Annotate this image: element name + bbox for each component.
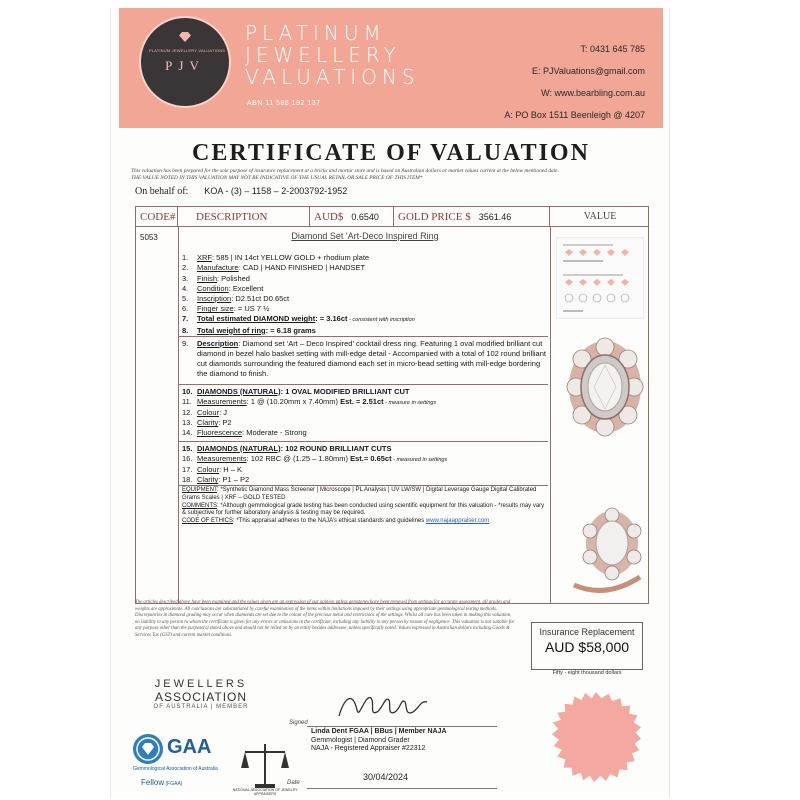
certificate-page: PLATINUM JEWELLERY VALUATIONS PJV PLATINUM JEWELLERY VALUATIONS ABN 11 588 192 137 T: 0431 645 785 E: PJValuations@gmail.com W: www.bearbling.com.au A: PO Box 1511 Beenleigh @ 4207 CERTIFICATE OF VALUATION This valuation has been prepared for the sole purpose of insurance replacement at a bricks and mortar store and is based on Australian dollars or market values current at the below mentioned date. THE VALUE NOTED IN THIS VALUATION MAY NOT BE INDICATIVE OF THE USUAL RETAIL OR SALE PRICE OF THIS ITEM* On behalf of: KOA - (3) – 1158 – 2-2003792-1952 CODE# DESCRIPTION AUD$ 0.6540 GOLD PRICE $ 3561.46 VALUE 5053 Diamond Set 'Art-Deco Inspired Ring 1. XRF: 585 | IN 14ct YELLOW GOLD + rhodium plate 2. Manufacture: CAD | HAND FINISHED | HANDSET 3. Finish: Polished 4. Condition: Excellent 5. Inscription: D2.51ct D0.65ct 6. Finger size: = US 7 ½ 7. Total estimated DIAMOND weight: = 3.16ct - consistent with inscription 8. Total weight of ring: = 6.18 grams 9. Description: Diamond set ‘Art – Deco Inspired’ cocktail dress ring. Featuring 1 oval modified brilliant cut diamond in bezel halo basket setting with mill-edge detail - Accompanied with a total of 102 round brilliant cut diamonds surrounding the featured diamond each set in micro-bead setting with mill-edge bordering the diamond to finish. 10. DIAMONDS (NATURAL): 1 OVAL MODIFIED BRILLIANT CUT 11. Measurements: 1 @ (10.20mm x 7.40mm) Est. = 2.51ct - measure in settings 12. Colour: J 13. Clarity: P2 14. Fluorescence: Moderate - Strong 15. DIAMONDS (NATURAL): 102 ROUND BRILLIANT CUTS 16. Measurements: 102 RBC @ (1.25 – 1.80mm) Est.= 0.65ct - measured in settings 17. Colour: H – K 18. Clarity: P1 – P2 EQUIPMENT: *Synthetic Diamond Mass Screener | Microscope | PL Analysis | UV LW/SW | Digital Leverage Gauge Digital Calibrated Grams Scales | XRF – GOLD TESTED COMMENTS: *Although gemmological grade testing has been conducted using scientific equipment for this valuation - *results may vary & subjective for further laboratory analysis & testing may be required. CODE OF ETHICS: *This appraisal adheres to the NAJA’s ethical standards and guidelines www.najaappraiser.com The articles described above have been examined and the values given are an expression of our opinion unless gemstones have been removed from settings for accurate assessment, all grades and weights are approximate. All conclusions are substantiated by careful examination of the items within limitations imposed by their settings using appropriate gemmological testing methods. Discrepancies in diamond grading may occur when diamonds are set due to the colour of the precious metal and restrictions of the settings. Whilst all care has been taken in making this valuation, no liability to any person to whom the certificate is given for any errors or omissions in the certificate, including any liability to any person by reason of negligence. This valuation is not suitable for any purpose other than the purpose(s) stated above and should not be relied on by an entity besides addressee, unless specifically noted. Values expressed in Australian dollars including Goods & Services Tax (GST) and current market conditions. Insurance Replacement AUD $58,000 Fifty - eight thousand dollars JEWELLERS ASSOCIATION OF AUSTRALIA | MEMBER GAA Gemmological Association of Australia Fellow (FGAA) NATIONAL ASSOCIATION OF JEWELRY APPRAISERS Signed Linda Dent FGAA | BBus | Member NAJA Gemmologist | Diamond Grader NAJA - Registered Appraiser #22312 Date 30/04/2024 bbox=[110, 8, 670, 798]
signature-image bbox=[331, 686, 441, 726]
client-reference: KOA - (3) – 1158 – 2-2003792-1952 bbox=[204, 186, 348, 196]
list-item: 6. Finger size: = US 7 ½ bbox=[182, 304, 270, 314]
item-name: Diamond Set 'Art-Deco Inspired Ring bbox=[291, 231, 439, 241]
replacement-value: AUD $58,000 bbox=[544, 639, 630, 655]
brand-name: PLATINUM JEWELLERY VALUATIONS bbox=[245, 21, 420, 89]
signature-line bbox=[307, 726, 497, 727]
list-item: 5. Inscription: D2.51ct D0.65ct bbox=[182, 294, 290, 304]
logo-monogram: PJV bbox=[165, 58, 205, 73]
certificate-seal bbox=[551, 692, 641, 782]
date-line bbox=[307, 788, 497, 789]
description-paragraph: 9. Description: Diamond set ‘Art – Deco Inspired’ cocktail dress ring. Featuring 1 oval modified brilliant cut diamond in bezel halo basket setting with mill-edge detail - Accompanied with a total of 102 round brilliant cut diamonds surrounding the featured diamond each set in micro-bead setting with mill-edge bordering the diamond to finish. bbox=[178, 336, 548, 380]
description-header: DESCRIPTION bbox=[178, 207, 310, 227]
jewellers-association-logo: JEWELLERS ASSOCIATION OF AUSTRALIA | MEMBER bbox=[153, 678, 249, 710]
diamond-icon bbox=[179, 32, 191, 42]
signed-label: Signed bbox=[289, 720, 308, 726]
column-divider bbox=[550, 227, 551, 603]
naja-logo-text: NATIONAL ASSOCIATION OF JEWELRY APPRAISERS bbox=[232, 788, 298, 796]
ring-side-view-image bbox=[566, 507, 644, 597]
valuation-table bbox=[135, 206, 649, 604]
contact-details bbox=[504, 38, 645, 126]
on-behalf-of: On behalf of: KOA - (3) – 1158 – 2-2003792-1952 bbox=[135, 186, 348, 197]
code-header: CODE# bbox=[136, 207, 178, 227]
pjv-logo bbox=[139, 16, 231, 108]
page-title: CERTIFICATE OF VALUATION bbox=[192, 140, 590, 166]
aud-header: AUD$ 0.6540 bbox=[310, 207, 394, 227]
ring-top-view-image bbox=[566, 337, 644, 437]
list-item: 2. Manufacture: CAD | HAND FINISHED | HANDSET bbox=[182, 263, 366, 273]
date-label: Date bbox=[287, 780, 300, 786]
replacement-value-words: Fifty - eight thousand dollars bbox=[552, 670, 622, 676]
table-header bbox=[136, 207, 648, 227]
item-description bbox=[182, 227, 548, 525]
list-item: 4. Condition: Excellent bbox=[182, 283, 264, 293]
total-diamond-weight: 7. Total estimated DIAMOND weight: = 3.16ct - consistent with inscription bbox=[182, 314, 415, 324]
naja-link[interactable]: www.najaappraiser.com bbox=[425, 517, 490, 524]
side-diamonds-section: 15. DIAMONDS (NATURAL): 102 ROUND BRILLIANT CUTS 16. Measurements: 102 RBC @ (1.25 – 1.80mm) Est.= 0.65ct - measured in settings 17. Colour: H – K 18. Clarity: P1 – P2 bbox=[178, 441, 548, 486]
list-item: 1. XRF: 585 | IN 14ct YELLOW GOLD + rhodium plate bbox=[182, 253, 370, 263]
scales-icon bbox=[237, 738, 293, 794]
phone: T: 0431 645 785 bbox=[580, 44, 645, 54]
equipment-notes: EQUIPMENT: *Synthetic Diamond Mass Screener | Microscope | PL Analysis | UV LW/SW | Digital Leverage Gauge Digital Calibrated Grams Scales | XRF – GOLD TESTED COMMENTS: *Although gemmological grade testing has been conducted using scientific equipment for this valuation - *results may vary & subjective for further laboratory analysis & testing may be required. CODE OF ETHICS: *This appraisal adheres to the NAJA’s ethical standards and guidelines www.najaappraiser.com bbox=[178, 485, 548, 525]
item-code: 5053 bbox=[140, 233, 158, 242]
website[interactable]: W: www.bearbling.com.au bbox=[541, 88, 645, 98]
gold-price-header: GOLD PRICE $ 3561.46 bbox=[394, 207, 550, 227]
center-diamond-section: 10. DIAMONDS (NATURAL): 1 OVAL MODIFIED BRILLIANT CUT 11. Measurements: 1 @ (10.20mm x 7.40mm) Est. = 2.51ct - measure in settings 12. Colour: J 13. Clarity: P2 14. Fluorescence: Moderate - Strong bbox=[178, 384, 548, 439]
gaa-badge-icon bbox=[133, 734, 163, 764]
value-header: VALUE bbox=[583, 211, 617, 222]
replacement-value-box bbox=[531, 622, 643, 670]
abn-number: ABN 11 588 192 137 bbox=[247, 100, 321, 107]
replacement-label: Insurance Replacement bbox=[539, 627, 635, 637]
list-item: 3. Finish: Polished bbox=[182, 273, 250, 283]
intro-text: This valuation has been prepared for the sole purpose of insurance replacement at a bricks and mortar store and is based on Australian dollars or market values current at the below mentioned date. THE VALUE NOTED IN THIS VALUATION MAY NOT BE INDICATIVE OF THE USUAL RETAIL OR SALE PRICE OF THIS ITEM* bbox=[131, 168, 559, 181]
valuation-date: 30/04/2024 bbox=[363, 772, 409, 782]
address: A: PO Box 1511 Beenleigh @ 4207 bbox=[504, 110, 645, 120]
fellow-badge: Fellow (FGAA) bbox=[141, 778, 183, 787]
disclaimer-text: The articles described above have been examined and the values given are an expression of our opinion unless gemstones have been removed from settings for accurate assessment, all grades and weights are approximate. All conclusions are substantiated by careful examination of the items within limitations imposed by their settings using appropriate gemmological testing methods. Discrepancies in diamond grading may occur when diamonds are set due to the colour of the precious metal and restrictions of the settings. Whilst all care has been taken in making this valuation, no liability to any person to whom the certificate is given for any errors or omissions in the certificate, including any liability to any person by reason of negligence. This valuation is not suitable for any purpose other than the purpose(s) stated above and should not be relied on by an entity besides addressee, unless specifically noted. Values expressed in Australian dollars including Goods & Services Tax (GST) and current market conditions. bbox=[135, 600, 515, 638]
total-ring-weight: 8. Total weight of ring: = 6.18 grams bbox=[182, 325, 316, 335]
header-band bbox=[119, 8, 663, 128]
appraiser-details: Linda Dent FGAA | BBus | Member NAJA Gemmologist | Diamond Grader NAJA - Registered Appraiser #22312 bbox=[311, 728, 447, 752]
email[interactable]: E: PJValuations@gmail.com bbox=[531, 66, 645, 76]
logo-caption: PLATINUM JEWELLERY VALUATIONS bbox=[148, 48, 226, 53]
grading-report-thumbnail bbox=[556, 237, 644, 319]
